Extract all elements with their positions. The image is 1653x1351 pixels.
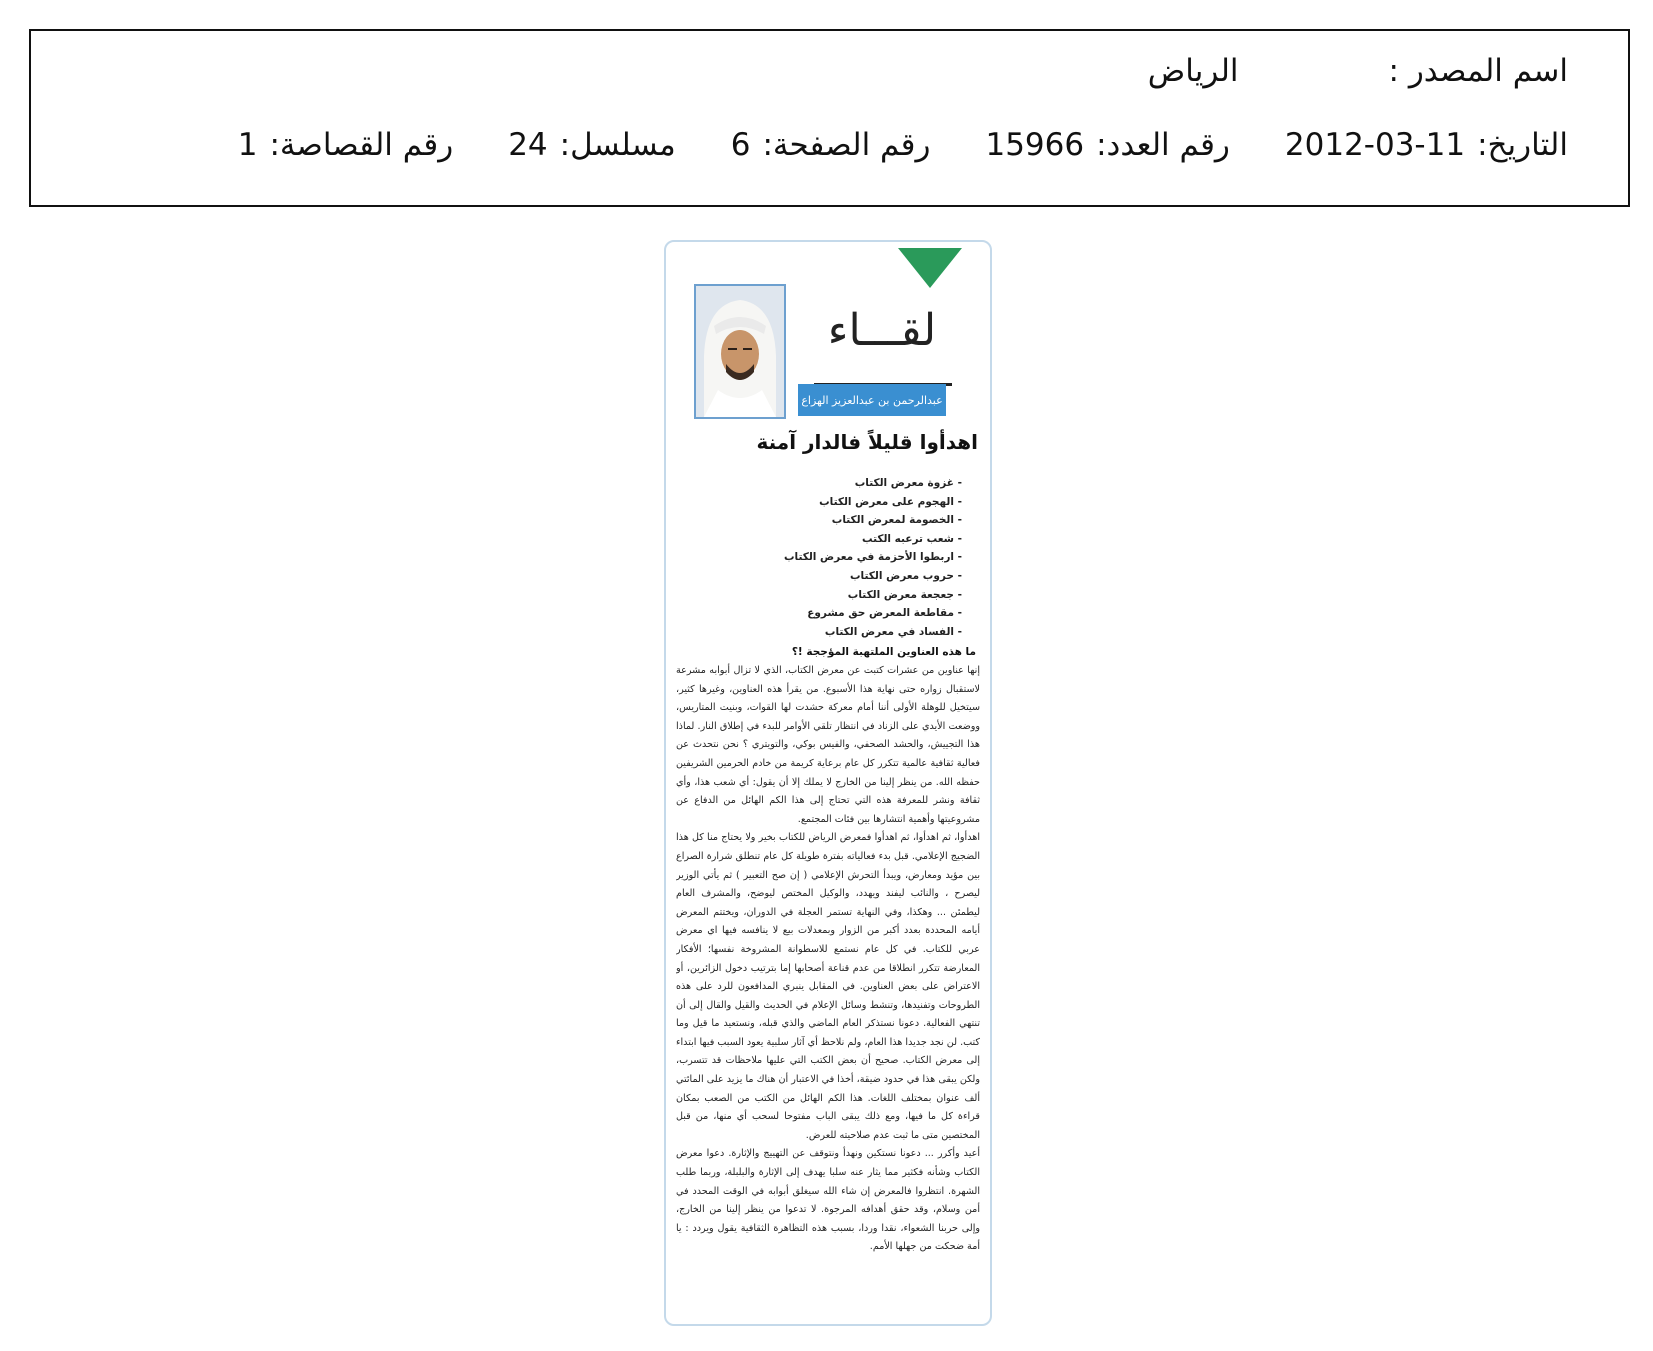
page-label: رقم الصفحة:: [762, 127, 931, 163]
article-body: [676, 662, 980, 1320]
serial-field: [508, 127, 676, 163]
author-photo: [694, 284, 786, 419]
author-name: عبدالرحمن بن عبدالعزيز الهزاع: [798, 384, 946, 416]
list-item: - الفساد في معرض الكتاب: [824, 625, 962, 638]
list-item: - الخصومة لمعرض الكتاب: [831, 514, 962, 527]
source-value: الرياض: [1147, 53, 1239, 89]
serial-value: 24: [508, 127, 548, 163]
source-label: اسم المصدر :: [1388, 53, 1568, 89]
source-row: [1148, 53, 1568, 89]
clip-value: 1: [237, 127, 258, 163]
clip-label: رقم القصاصة:: [269, 127, 454, 163]
list-item: - مقاطعة المعرض حق مشروع: [807, 607, 962, 620]
article-headline: اهدأوا قليلاً فالدار آمنة: [756, 430, 978, 454]
paragraph: إنها عناوين من عشرات كتبت عن معرض الكتاب، الذي لا تزال أبوابه مشرعة لاستقبال زواره حتى نهاية هذا الأسبوع. من يقرأ هذه العناوين، وغيرها كثير، سيتخيل للوهلة الأولى أننا أمام معركة حشدت لها القوات، وبنيت المتاريس، ووضعت الأيدي على الزناد في انتظار تلقي الأوامر للبدء في إطلاق النار. لماذا هذا التجييش، والحشد الصحفي، والفيس بوكي، والتويتري ؟ نحن نتحدث عن فعالية ثقافية عالمية تتكرر كل عام برعاية كريمة من خادم الحرمين الشريفين حفظه الله. من ينظر إلينا من الخارج لا يملك إلا أن يقول: أي شعب هذا، وأي ثقافة ونشر للمعرفة هذه التي تحتاج إلى هذا الكم الهائل من الدفاع عن مشروعيتها وأهمية انتشارها بين فئات المجتمع.: [676, 665, 980, 825]
list-item: - جعجعة معرض الكتاب: [847, 588, 962, 601]
list-item: - اربطوا الأحزمة في معرض الكتاب: [783, 551, 962, 564]
paragraph: اهدأوا، ثم اهدأوا، ثم اهدأوا فمعرض الرياض للكتاب بخير ولا يحتاج منا كل هذا الضجيج الإعلامي. قبل بدء فعالياته بفترة طويلة كل عام تنطلق شرارة الصراع بين مؤيد ومعارض، ويبدأ التحرش الإعلامي ( إن صح التعبير ) ثم يأتي الوزير ليصرح ، والنائب ليفند ويهدد، والوكيل المختص ليوضح، والمشرف العام ليطمئن ... وهكذا، وفي النهاية تستمر العجلة في الدوران، ويختتم المعرض أيامه المحددة بعدد أكبر من الزوار وبمعدلات بيع لا ينافسه فيها اي معرض عربي للكتاب. في كل عام نستمع للاسطوانة المشروخة نفسها؛ الأفكار المعارضة تتكرر انطلاقا من عدم قناعة أصحابها إما بترتيب دخول الزائرين، أو الاعتراض على بعض العناوين. في المقابل ينبري المدافعون للرد على هذه الطروحات وتفنيدها، وتنشط وسائل الإعلام في الحديث والقيل والقال إلى أن تنتهي الفعالية. دعونا نستذكر العام الماضي والذي قبله، ونستعيد ما قيل وما كتب. لن نجد جديدا هذا العام، ولم نلاحظ أي آثار سلبية يعود السبب فيها ابتداء إلى معرض الكتاب. صحيح أن بعض الكتب التي عليها ملاحظات قد تتسرب، ولكن يبقى هذا في حدود ضيقة، أخذا في الاعتبار أن هناك ما يزيد على المائتي ألف عنوان بمختلف اللغات. هذا الكم الهائل من الكتب من الصعب بمكان قراءة كل ما فيها، ومع ذلك يبقى الباب مفتوحا لسحب أي منها، من قبل المختصين متى ما ثبت عدم صلاحيته للعرض.: [676, 832, 980, 1141]
list-item: - غزوة معرض الكتاب: [854, 477, 962, 489]
headline-list: [784, 474, 962, 641]
issue-label: رقم العدد:: [1096, 127, 1230, 163]
article-question: ما هذه العناوين الملتهبة المؤججة !؟: [791, 646, 976, 658]
serial-label: مسلسل:: [559, 127, 676, 163]
date-field: [1285, 127, 1568, 163]
list-item: - حروب معرض الكتاب: [849, 569, 962, 582]
list-item: - الهجوم على معرض الكتاب: [819, 495, 962, 508]
newspaper-clipping: [664, 240, 992, 1326]
issue-value: 15966: [985, 127, 1085, 163]
document-header: [29, 29, 1630, 207]
clip-field: [238, 127, 453, 163]
issue-field: [985, 127, 1229, 163]
date-label: التاريخ:: [1477, 127, 1568, 163]
paragraph: أعيد وأكرر ... دعونا نستكين ونهدأ ونتوقف عن التهييج والإثارة. دعوا معرض الكتاب وشأنه فكثير مما يثار عنه سلبا يهدف إلى الإثارة والبلبلة، وربما طلب الشهرة. انتظروا فالمعرض إن شاء الله سيغلق أبوابه في الوقت المحدد في أمن وسلام، وقد حقق أهدافه المرجوة. لا تدعوا من ينظر إلينا من الخارج، وإلى حربنا الشعواء، نقدا وردا، بسبب هذه التظاهرة الثقافية يقول ويردد : يا أمة ضحكت من جهلها الأمم.: [676, 1148, 980, 1253]
date-value: 2012-03-11: [1284, 127, 1466, 163]
page-field: [731, 127, 931, 163]
triangle-marker-icon: [898, 248, 962, 288]
list-item: - شعب ترعبه الكتب: [861, 532, 962, 545]
page-value: 6: [730, 127, 751, 163]
details-row: [238, 127, 1568, 163]
column-logo-text: لقـــاء: [827, 305, 937, 356]
